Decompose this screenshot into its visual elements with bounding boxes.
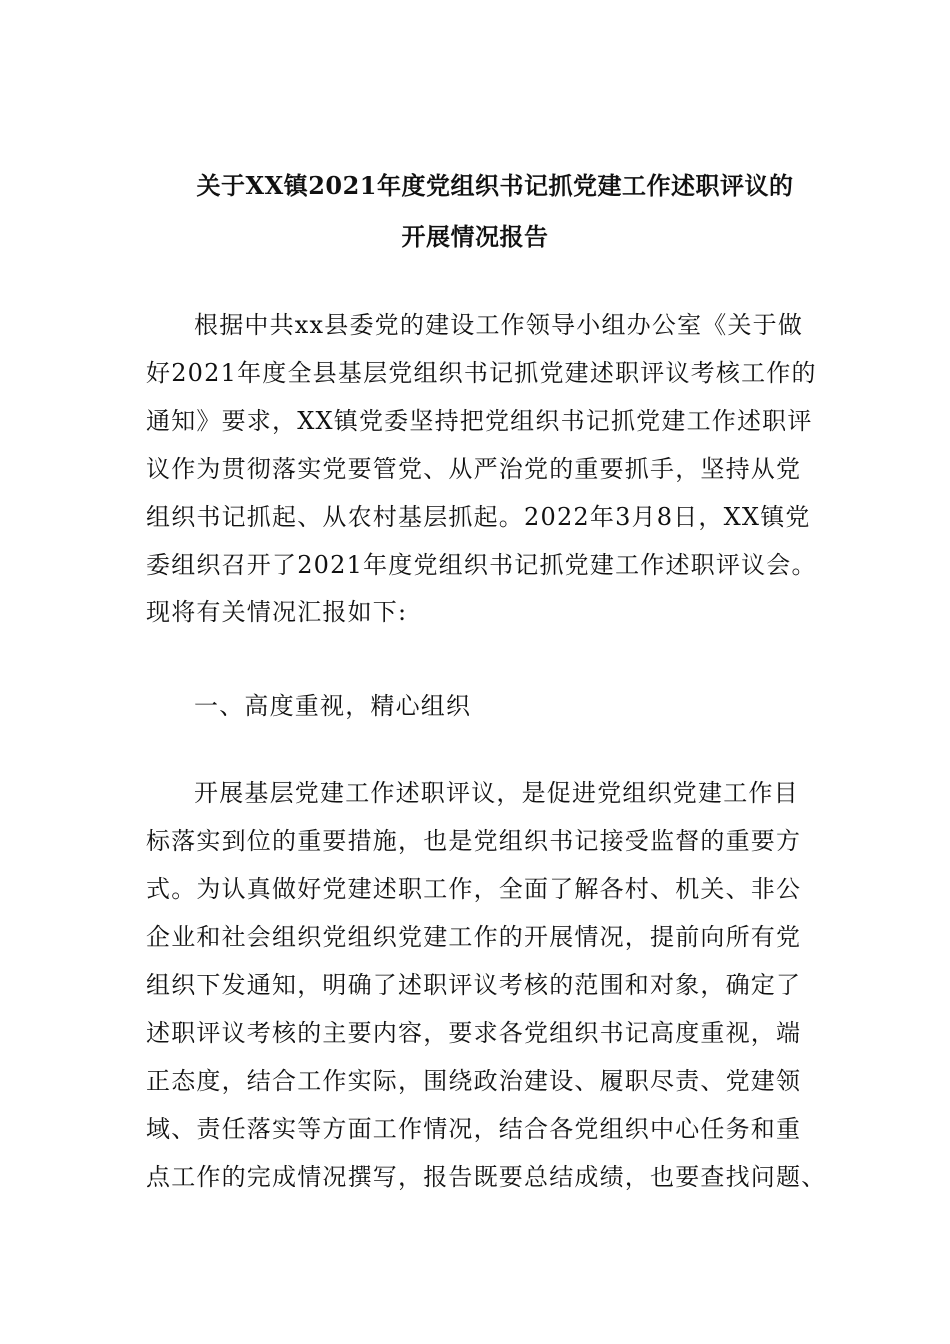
paragraph-1-line: 根据中共xx县委党的建设工作领导小组办公室《关于做	[194, 311, 804, 339]
paragraph-2-line: 标落实到位的重要措施，也是党组织书记接受监督的重要方	[146, 827, 802, 855]
paragraph-2-line: 正态度，结合工作实际，围绕政治建设、履职尽责、党建领	[146, 1067, 802, 1095]
document-title-line-2: 开展情况报告	[401, 222, 549, 251]
paragraph-2-line: 点工作的完成情况撰写，报告既要总结成绩，也要查找问题、	[146, 1163, 827, 1191]
paragraph-1-line: 委组织召开了2021年度党组织书记抓党建工作述职评议会。	[146, 551, 817, 579]
paragraph-2-line: 组织下发通知，明确了述职评议考核的范围和对象，确定了	[146, 971, 802, 999]
paragraph-1-line: 组织书记抓起、从农村基层抓起。2022年3月8日，XX镇党	[146, 503, 811, 531]
paragraph-1-line: 通知》要求，XX镇党委坚持把党组织书记抓党建工作述职评	[146, 407, 813, 435]
document-title-line-1: 关于XX镇2021年度党组织书记抓党建工作述职评议的	[196, 171, 794, 200]
paragraph-1-line: 议作为贯彻落实党要管党、从严治党的重要抓手，坚持从党	[146, 455, 802, 483]
paragraph-1-line: 好2021年度全县基层党组织书记抓党建述职评议考核工作的	[146, 359, 817, 387]
paragraph-2-line: 企业和社会组织党组织党建工作的开展情况，提前向所有党	[146, 923, 802, 951]
paragraph-2-line: 开展基层党建工作述职评议，是促进党组织党建工作目	[194, 779, 799, 807]
paragraph-2-line: 域、责任落实等方面工作情况，结合各党组织中心任务和重	[146, 1115, 802, 1143]
paragraph-2-line: 式。为认真做好党建述职工作，全面了解各村、机关、非公	[146, 875, 802, 903]
section-1-heading: 一、高度重视，精心组织	[194, 692, 472, 720]
paragraph-1-line: 现将有关情况汇报如下:	[146, 598, 408, 626]
paragraph-2-line: 述职评议考核的主要内容，要求各党组织书记高度重视，端	[146, 1019, 802, 1047]
